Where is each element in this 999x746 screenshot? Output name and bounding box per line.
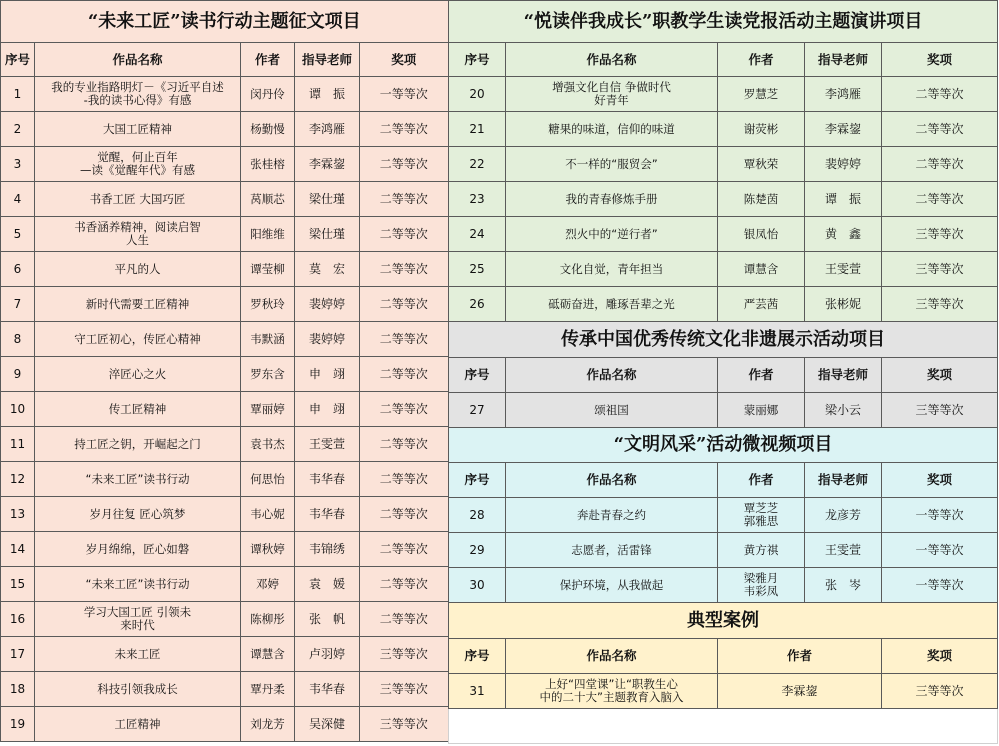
cell-teacher: 谭 振 [805, 182, 882, 217]
table-row [1, 462, 449, 497]
cell-award: 三等等次 [360, 672, 449, 707]
cell-author: 覃芝芝 郭雅思 [718, 498, 805, 533]
cell-no: 8 [1, 322, 35, 357]
cell-no: 24 [449, 217, 506, 252]
cell-teacher: 张彬妮 [805, 287, 882, 322]
cell-teacher: 王雯萱 [295, 427, 360, 462]
cell-work: “未来工匠”读书行动 [35, 462, 241, 497]
cell-teacher: 申 翊 [295, 392, 360, 427]
header-no: 序号 [1, 43, 35, 77]
cell-teacher: 梁仕瑾 [295, 217, 360, 252]
cell-teacher: 卢羽婷 [295, 637, 360, 672]
cell-work: 我的青春修炼手册 [506, 182, 718, 217]
cell-author: 谭慧含 [241, 637, 295, 672]
cell-award: 一等等次 [882, 533, 998, 568]
cell-no: 12 [1, 462, 35, 497]
cell-work: 科技引领我成长 [35, 672, 241, 707]
video-header-row [449, 463, 998, 498]
header-award: 奖项 [882, 463, 998, 498]
table-row [449, 287, 998, 322]
cell-no: 27 [449, 393, 506, 428]
table-row [449, 568, 998, 603]
cell-work: 觉醒，何止百年 —读《觉醒年代》有感 [35, 147, 241, 182]
cell-award: 三等等次 [360, 707, 449, 742]
table-row [449, 252, 998, 287]
cell-work: 不一样的“服贸会” [506, 147, 718, 182]
cell-author: 张桂榕 [241, 147, 295, 182]
cell-work: 糖果的味道，信仰的味道 [506, 112, 718, 147]
video-rows [449, 498, 998, 603]
cell-work: 烈火中的“逆行者” [506, 217, 718, 252]
cell-author: 何思怡 [241, 462, 295, 497]
table-row [1, 182, 449, 217]
cell-no: 20 [449, 77, 506, 112]
cell-author: 刘龙芳 [241, 707, 295, 742]
cell-no: 10 [1, 392, 35, 427]
table-row [449, 674, 998, 709]
other-projects-panel [448, 0, 997, 744]
table-row [1, 287, 449, 322]
cell-author: 邓婷 [241, 567, 295, 602]
cell-work: 增强文化自信 争做时代 好青年 [506, 77, 718, 112]
cell-author: 黄方祺 [718, 533, 805, 568]
cell-no: 13 [1, 497, 35, 532]
cell-award: 二等等次 [360, 287, 449, 322]
cell-work: 保护环境，从我做起 [506, 568, 718, 603]
cell-no: 2 [1, 112, 35, 147]
video-section-title: “文明风采”活动微视频项目 [449, 428, 998, 463]
table-row [449, 533, 998, 568]
table-row [1, 427, 449, 462]
cell-teacher: 韦华春 [295, 672, 360, 707]
header-award: 奖项 [882, 358, 998, 393]
table-row [449, 498, 998, 533]
table-row [1, 602, 449, 637]
speech-header-row [449, 43, 998, 77]
header-teacher: 指导老师 [805, 43, 882, 77]
header-work: 作品名称 [506, 463, 718, 498]
table-row [1, 707, 449, 742]
cell-work: 颂祖国 [506, 393, 718, 428]
cell-no: 22 [449, 147, 506, 182]
cell-award: 二等等次 [360, 462, 449, 497]
table-row [449, 182, 998, 217]
essay-section-title: “未来工匠”读书行动主题征文项目 [1, 1, 449, 43]
cell-award: 二等等次 [882, 147, 998, 182]
cell-teacher: 李鸿雁 [805, 77, 882, 112]
cell-author: 李霖鋆 [718, 674, 882, 709]
cell-author: 杨勤慢 [241, 112, 295, 147]
cell-award: 二等等次 [882, 112, 998, 147]
cell-no: 19 [1, 707, 35, 742]
cell-author: 覃秋荣 [718, 147, 805, 182]
cell-award: 二等等次 [360, 182, 449, 217]
cell-award: 二等等次 [360, 147, 449, 182]
cell-work: 我的专业指路明灯－《习近平自述 -我的读书心得》有感 [35, 77, 241, 112]
cell-work: 文化自觉，青年担当 [506, 252, 718, 287]
cell-work: 岁月绵绵，匠心如磐 [35, 532, 241, 567]
cell-author: 银凤怡 [718, 217, 805, 252]
cell-teacher: 梁小云 [805, 393, 882, 428]
header-no: 序号 [449, 639, 506, 674]
speech-rows [449, 77, 998, 322]
cell-work: “未来工匠”读书行动 [35, 567, 241, 602]
cell-award: 二等等次 [360, 427, 449, 462]
cell-author: 韦心妮 [241, 497, 295, 532]
cell-no: 18 [1, 672, 35, 707]
speech-section-title: “悦读伴我成长”职教学生读党报活动主题演讲项目 [449, 1, 998, 43]
table-row [449, 147, 998, 182]
cell-award: 三等等次 [882, 674, 998, 709]
cell-teacher: 张 岑 [805, 568, 882, 603]
cell-author: 陈楚茵 [718, 182, 805, 217]
header-no: 序号 [449, 463, 506, 498]
cell-no: 9 [1, 357, 35, 392]
cell-no: 17 [1, 637, 35, 672]
cell-award: 二等等次 [360, 497, 449, 532]
cell-award: 三等等次 [882, 287, 998, 322]
case-header-row [449, 639, 998, 674]
header-author: 作者 [718, 463, 805, 498]
cell-teacher: 黄 鑫 [805, 217, 882, 252]
cell-teacher: 裴婷婷 [295, 287, 360, 322]
cell-teacher: 李霖鋆 [805, 112, 882, 147]
header-teacher: 指导老师 [295, 43, 360, 77]
cell-no: 29 [449, 533, 506, 568]
cell-no: 4 [1, 182, 35, 217]
cell-work: 大国工匠精神 [35, 112, 241, 147]
header-work: 作品名称 [506, 639, 718, 674]
cell-award: 三等等次 [360, 637, 449, 672]
cell-award: 二等等次 [360, 252, 449, 287]
header-award: 奖项 [360, 43, 449, 77]
table-row [1, 217, 449, 252]
cell-teacher: 梁仕瑾 [295, 182, 360, 217]
table-row [1, 532, 449, 567]
cell-work: 平凡的人 [35, 252, 241, 287]
table-row [1, 497, 449, 532]
cell-no: 28 [449, 498, 506, 533]
header-author: 作者 [718, 43, 805, 77]
cell-author: 谢荧彬 [718, 112, 805, 147]
cell-work: 淬匠心之火 [35, 357, 241, 392]
header-work: 作品名称 [506, 358, 718, 393]
cell-teacher: 裴婷婷 [295, 322, 360, 357]
cell-award: 三等等次 [882, 393, 998, 428]
header-author: 作者 [241, 43, 295, 77]
cell-teacher: 李鸿雁 [295, 112, 360, 147]
cell-author: 覃丽婷 [241, 392, 295, 427]
cell-teacher: 王雯萱 [805, 252, 882, 287]
cell-no: 6 [1, 252, 35, 287]
table-row [1, 357, 449, 392]
cell-no: 26 [449, 287, 506, 322]
header-teacher: 指导老师 [805, 358, 882, 393]
cell-award: 二等等次 [360, 392, 449, 427]
cell-award: 二等等次 [882, 182, 998, 217]
cell-no: 21 [449, 112, 506, 147]
cell-no: 25 [449, 252, 506, 287]
table-row [449, 77, 998, 112]
cell-award: 一等等次 [360, 77, 449, 112]
cell-author: 谭莹柳 [241, 252, 295, 287]
cell-work: 守工匠初心，传匠心精神 [35, 322, 241, 357]
cell-no: 5 [1, 217, 35, 252]
header-author: 作者 [718, 639, 882, 674]
cell-work: 工匠精神 [35, 707, 241, 742]
cell-author: 谭慧含 [718, 252, 805, 287]
cell-award: 三等等次 [882, 252, 998, 287]
cell-author: 闵丹伶 [241, 77, 295, 112]
cell-teacher: 韦华春 [295, 497, 360, 532]
header-no: 序号 [449, 358, 506, 393]
table-row [449, 393, 998, 428]
cell-author: 罗秋玲 [241, 287, 295, 322]
cell-work: 书香涵养精神，阅读启智 人生 [35, 217, 241, 252]
cell-author: 蒙丽娜 [718, 393, 805, 428]
cell-no: 23 [449, 182, 506, 217]
cell-award: 二等等次 [360, 322, 449, 357]
cell-author: 阳维维 [241, 217, 295, 252]
header-award: 奖项 [882, 43, 998, 77]
cell-work: 新时代需要工匠精神 [35, 287, 241, 322]
cell-no: 15 [1, 567, 35, 602]
cell-work: 岁月往复 匠心筑梦 [35, 497, 241, 532]
table-row [1, 322, 449, 357]
cell-award: 二等等次 [360, 112, 449, 147]
table-row [1, 112, 449, 147]
cell-award: 二等等次 [360, 567, 449, 602]
cell-work: 学习大国工匠 引领未 来时代 [35, 602, 241, 637]
heritage-header-row [449, 358, 998, 393]
cell-teacher: 张 帆 [295, 602, 360, 637]
cell-work: 传工匠精神 [35, 392, 241, 427]
cell-award: 一等等次 [882, 568, 998, 603]
cell-author: 严芸茜 [718, 287, 805, 322]
cell-work: 未来工匠 [35, 637, 241, 672]
table-row [1, 567, 449, 602]
cell-no: 11 [1, 427, 35, 462]
cell-author: 覃丹柔 [241, 672, 295, 707]
cell-no: 7 [1, 287, 35, 322]
cell-teacher: 裴婷婷 [805, 147, 882, 182]
header-author: 作者 [718, 358, 805, 393]
table-row [1, 147, 449, 182]
essay-table [0, 0, 450, 742]
cell-work: 上好“四堂课”让“职教生心 中的二十大”主题教育入脑入 [506, 674, 718, 709]
cell-teacher: 韦华春 [295, 462, 360, 497]
heritage-section-title: 传承中国优秀传统文化非遗展示活动项目 [449, 322, 998, 358]
cell-teacher: 申 翊 [295, 357, 360, 392]
header-work: 作品名称 [35, 43, 241, 77]
header-work: 作品名称 [506, 43, 718, 77]
table-row [1, 672, 449, 707]
cell-author: 袁书杰 [241, 427, 295, 462]
cell-teacher: 韦锦绣 [295, 532, 360, 567]
case-section-title: 典型案例 [449, 603, 998, 639]
table-row [1, 252, 449, 287]
cell-no: 14 [1, 532, 35, 567]
cell-no: 1 [1, 77, 35, 112]
table-row [1, 77, 449, 112]
cell-teacher: 王雯萱 [805, 533, 882, 568]
cell-no: 16 [1, 602, 35, 637]
cell-no: 3 [1, 147, 35, 182]
header-teacher: 指导老师 [805, 463, 882, 498]
table-row [1, 637, 449, 672]
empty-row [449, 709, 998, 744]
essay-header-row [1, 43, 449, 77]
header-award: 奖项 [882, 639, 998, 674]
essay-rows [1, 77, 449, 742]
cell-author: 陈柳彤 [241, 602, 295, 637]
cell-work: 书香工匠 大国巧匠 [35, 182, 241, 217]
cell-award: 二等等次 [360, 357, 449, 392]
cell-author: 梁雅月 韦彩凤 [718, 568, 805, 603]
cell-teacher: 吴深健 [295, 707, 360, 742]
cell-work: 持工匠之钥，开崛起之门 [35, 427, 241, 462]
cell-award: 三等等次 [882, 217, 998, 252]
cell-work: 砥砺奋进，雕琢吾辈之光 [506, 287, 718, 322]
cell-no: 30 [449, 568, 506, 603]
cell-teacher: 袁 媛 [295, 567, 360, 602]
cell-work: 志愿者，活雷锋 [506, 533, 718, 568]
table-row [449, 217, 998, 252]
table-row [1, 392, 449, 427]
cell-teacher: 莫 宏 [295, 252, 360, 287]
cell-no: 31 [449, 674, 506, 709]
cell-author: 罗东含 [241, 357, 295, 392]
cell-award: 二等等次 [360, 602, 449, 637]
table-row [449, 112, 998, 147]
cell-award: 二等等次 [882, 77, 998, 112]
cell-author: 谭秋婷 [241, 532, 295, 567]
cell-teacher: 谭 振 [295, 77, 360, 112]
heritage-rows [449, 393, 998, 428]
cell-award: 一等等次 [882, 498, 998, 533]
projects-table [448, 0, 998, 744]
essay-project-panel [0, 0, 448, 742]
cell-award: 二等等次 [360, 217, 449, 252]
cell-award: 二等等次 [360, 532, 449, 567]
cell-teacher: 龙彦芳 [805, 498, 882, 533]
cell-author: 韦默涵 [241, 322, 295, 357]
cell-work: 奔赴青春之约 [506, 498, 718, 533]
cell-teacher: 李霖鋆 [295, 147, 360, 182]
cell-author: 莴顺芯 [241, 182, 295, 217]
header-no: 序号 [449, 43, 506, 77]
blank-cell [449, 709, 998, 744]
cell-author: 罗慧芝 [718, 77, 805, 112]
